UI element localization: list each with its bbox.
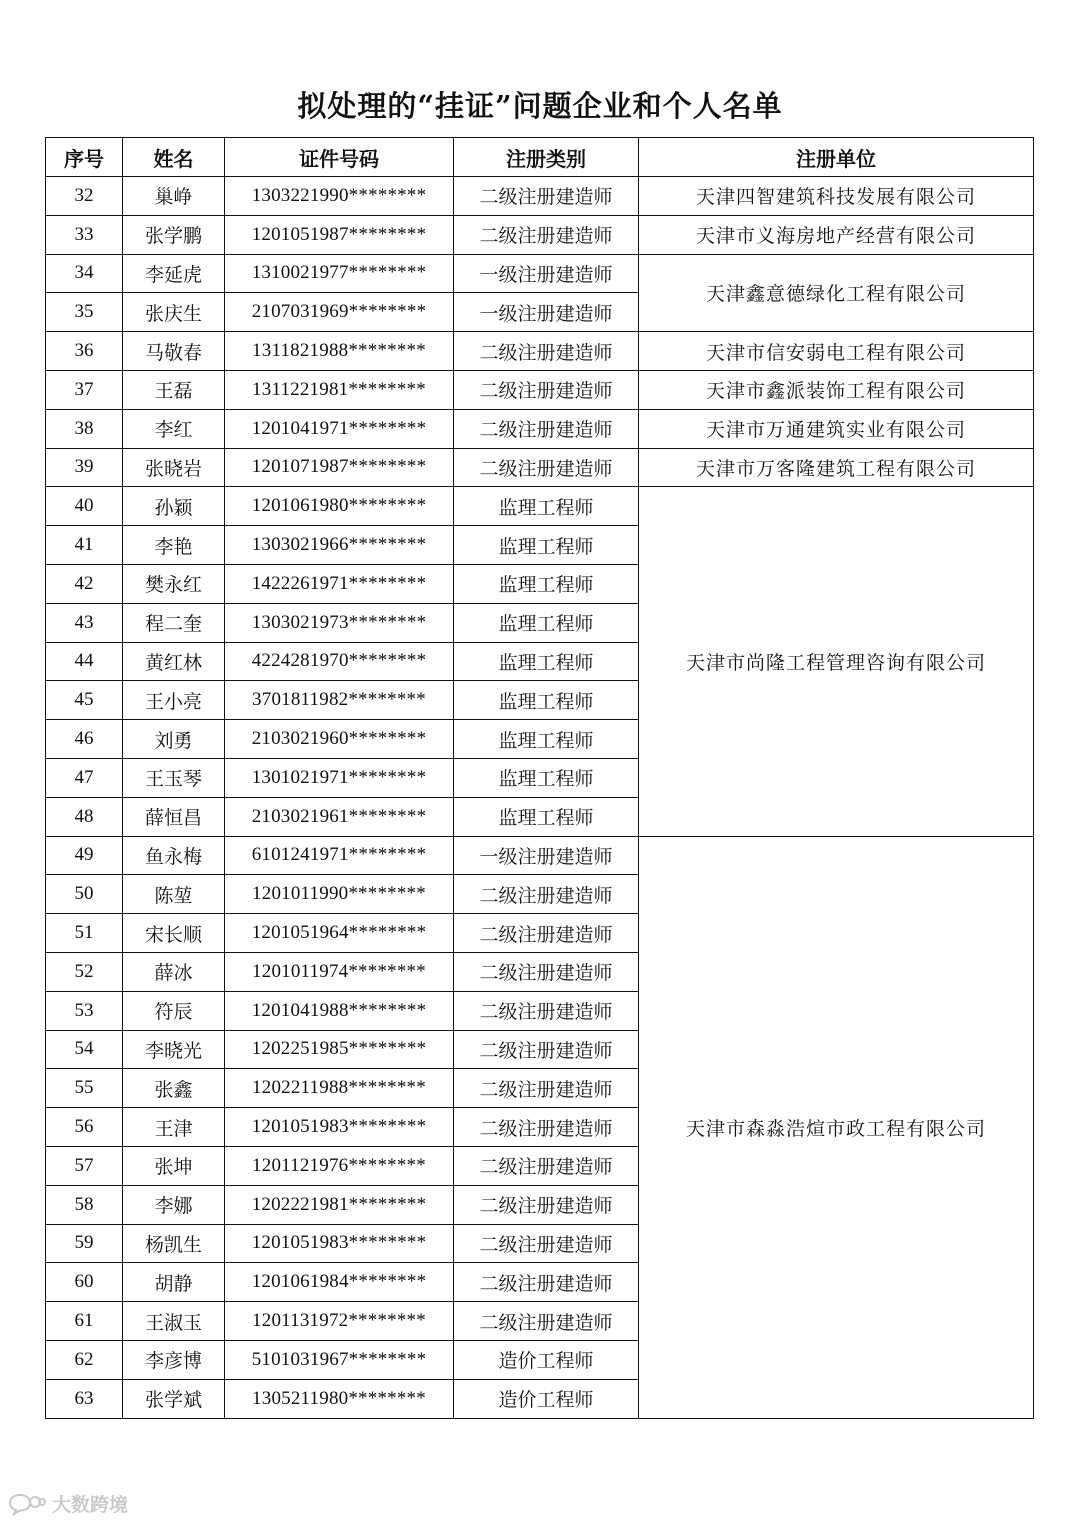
cell-registration-type: 二级注册建造师 xyxy=(454,448,639,487)
cell-id-number: 1311821988******** xyxy=(225,332,454,371)
cell-id-number: 1201131972******** xyxy=(225,1302,454,1341)
cell-serial-number: 50 xyxy=(46,875,123,914)
table-row xyxy=(46,254,1034,293)
cell-name: 陈堃 xyxy=(123,875,225,914)
cell-registration-type: 二级注册建造师 xyxy=(454,991,639,1030)
cell-name: 程二奎 xyxy=(123,603,225,642)
cell-id-number: 1422261971******** xyxy=(225,564,454,603)
cell-registered-unit: 天津市义海房地产经营有限公司 xyxy=(639,215,1034,254)
cell-name: 黄红林 xyxy=(123,642,225,681)
cell-registration-type: 造价工程师 xyxy=(454,1340,639,1379)
cell-id-number: 6101241971******** xyxy=(225,836,454,875)
cell-id-number: 1202221981******** xyxy=(225,1185,454,1224)
cell-id-number: 1201061984******** xyxy=(225,1263,454,1302)
chat-bubble-icon xyxy=(8,1492,46,1516)
cell-id-number: 5101031967******** xyxy=(225,1340,454,1379)
cell-name: 张鑫 xyxy=(123,1069,225,1108)
cell-serial-number: 63 xyxy=(46,1379,123,1418)
cell-id-number: 1202211988******** xyxy=(225,1069,454,1108)
cell-id-number: 2103021961******** xyxy=(225,797,454,836)
cell-registration-type: 监理工程师 xyxy=(454,797,639,836)
header-id-number: 证件号码 xyxy=(225,138,454,177)
cell-serial-number: 56 xyxy=(46,1108,123,1147)
cell-serial-number: 37 xyxy=(46,370,123,409)
cell-name: 王小亮 xyxy=(123,681,225,720)
cell-name: 鱼永梅 xyxy=(123,836,225,875)
cell-name: 孙颖 xyxy=(123,487,225,526)
cell-serial-number: 32 xyxy=(46,177,123,216)
cell-registered-unit: 天津市鑫派装饰工程有限公司 xyxy=(639,370,1034,409)
cell-registered-unit: 天津市万客隆建筑工程有限公司 xyxy=(639,448,1034,487)
cell-registration-type: 二级注册建造师 xyxy=(454,1263,639,1302)
watermark-text: 大数跨境 xyxy=(52,1494,129,1516)
cell-id-number: 1311221981******** xyxy=(225,370,454,409)
cell-registered-unit: 天津市信安弱电工程有限公司 xyxy=(639,332,1034,371)
cell-serial-number: 49 xyxy=(46,836,123,875)
table-row xyxy=(46,370,1034,409)
table-row xyxy=(46,487,1034,526)
cell-serial-number: 61 xyxy=(46,1302,123,1341)
table-row xyxy=(46,332,1034,371)
cell-name: 薛冰 xyxy=(123,952,225,991)
cell-registration-type: 监理工程师 xyxy=(454,603,639,642)
cell-registration-type: 造价工程师 xyxy=(454,1379,639,1418)
cell-name: 胡静 xyxy=(123,1263,225,1302)
cell-serial-number: 38 xyxy=(46,409,123,448)
cell-serial-number: 45 xyxy=(46,681,123,720)
cell-id-number: 4224281970******** xyxy=(225,642,454,681)
cell-id-number: 1303021973******** xyxy=(225,603,454,642)
header-name: 姓名 xyxy=(123,138,225,177)
cell-serial-number: 48 xyxy=(46,797,123,836)
cell-registration-type: 监理工程师 xyxy=(454,758,639,797)
roster-table xyxy=(45,137,1034,1419)
cell-registration-type: 二级注册建造师 xyxy=(454,1146,639,1185)
cell-serial-number: 62 xyxy=(46,1340,123,1379)
cell-registration-type: 监理工程师 xyxy=(454,642,639,681)
cell-serial-number: 43 xyxy=(46,603,123,642)
cell-serial-number: 53 xyxy=(46,991,123,1030)
cell-registration-type: 二级注册建造师 xyxy=(454,914,639,953)
cell-id-number: 1301021971******** xyxy=(225,758,454,797)
cell-registration-type: 二级注册建造师 xyxy=(454,370,639,409)
cell-name: 李延虎 xyxy=(123,254,225,293)
cell-serial-number: 59 xyxy=(46,1224,123,1263)
cell-name: 张学鹏 xyxy=(123,215,225,254)
watermark xyxy=(8,1490,128,1517)
cell-name: 巢峥 xyxy=(123,177,225,216)
cell-id-number: 3701811982******** xyxy=(225,681,454,720)
table-row xyxy=(46,448,1034,487)
cell-id-number: 1201051987******** xyxy=(225,215,454,254)
cell-name: 张坤 xyxy=(123,1146,225,1185)
cell-registered-unit: 天津市尚隆工程管理咨询有限公司 xyxy=(639,487,1034,836)
cell-name: 张庆生 xyxy=(123,293,225,332)
cell-id-number: 1303021966******** xyxy=(225,526,454,565)
cell-serial-number: 36 xyxy=(46,332,123,371)
cell-registration-type: 二级注册建造师 xyxy=(454,1224,639,1263)
cell-registration-type: 二级注册建造师 xyxy=(454,215,639,254)
cell-registration-type: 二级注册建造师 xyxy=(454,1069,639,1108)
cell-name: 李晓光 xyxy=(123,1030,225,1069)
cell-serial-number: 34 xyxy=(46,254,123,293)
cell-id-number: 1201121976******** xyxy=(225,1146,454,1185)
cell-serial-number: 39 xyxy=(46,448,123,487)
table-row xyxy=(46,836,1034,875)
cell-id-number: 1201051964******** xyxy=(225,914,454,953)
cell-id-number: 1201061980******** xyxy=(225,487,454,526)
cell-serial-number: 47 xyxy=(46,758,123,797)
cell-name: 张学斌 xyxy=(123,1379,225,1418)
cell-name: 宋长顺 xyxy=(123,914,225,953)
table-row xyxy=(46,177,1034,216)
cell-id-number: 1310021977******** xyxy=(225,254,454,293)
cell-registration-type: 一级注册建造师 xyxy=(454,293,639,332)
cell-id-number: 1201051983******** xyxy=(225,1108,454,1147)
cell-name: 王玉琴 xyxy=(123,758,225,797)
cell-id-number: 1201071987******** xyxy=(225,448,454,487)
cell-registration-type: 监理工程师 xyxy=(454,720,639,759)
cell-id-number: 1305211980******** xyxy=(225,1379,454,1418)
cell-name: 张晓岩 xyxy=(123,448,225,487)
cell-registration-type: 二级注册建造师 xyxy=(454,1030,639,1069)
cell-name: 王津 xyxy=(123,1108,225,1147)
cell-id-number: 1202251985******** xyxy=(225,1030,454,1069)
cell-name: 樊永红 xyxy=(123,564,225,603)
cell-registration-type: 二级注册建造师 xyxy=(454,1185,639,1224)
cell-serial-number: 46 xyxy=(46,720,123,759)
cell-serial-number: 60 xyxy=(46,1263,123,1302)
cell-name: 薛恒昌 xyxy=(123,797,225,836)
cell-name: 刘勇 xyxy=(123,720,225,759)
document-title: 拟处理的“挂证”问题企业和个人名单 xyxy=(297,89,783,123)
cell-name: 杨凯生 xyxy=(123,1224,225,1263)
cell-serial-number: 57 xyxy=(46,1146,123,1185)
header-serial-number: 序号 xyxy=(46,138,123,177)
cell-id-number: 1201011990******** xyxy=(225,875,454,914)
cell-registration-type: 监理工程师 xyxy=(454,526,639,565)
cell-registered-unit: 天津市万通建筑实业有限公司 xyxy=(639,409,1034,448)
cell-registration-type: 二级注册建造师 xyxy=(454,1302,639,1341)
cell-serial-number: 33 xyxy=(46,215,123,254)
cell-name: 王磊 xyxy=(123,370,225,409)
cell-name: 李彦博 xyxy=(123,1340,225,1379)
cell-registered-unit: 天津市森淼浩煊市政工程有限公司 xyxy=(639,836,1034,1418)
cell-serial-number: 41 xyxy=(46,526,123,565)
cell-name: 王淑玉 xyxy=(123,1302,225,1341)
cell-registered-unit: 天津四智建筑科技发展有限公司 xyxy=(639,177,1034,216)
cell-name: 符辰 xyxy=(123,991,225,1030)
cell-id-number: 1303221990******** xyxy=(225,177,454,216)
cell-registered-unit: 天津鑫意德绿化工程有限公司 xyxy=(639,254,1034,332)
cell-serial-number: 52 xyxy=(46,952,123,991)
cell-registration-type: 监理工程师 xyxy=(454,487,639,526)
cell-name: 李艳 xyxy=(123,526,225,565)
header-registered-unit: 注册单位 xyxy=(639,138,1034,177)
cell-name: 李红 xyxy=(123,409,225,448)
table-row xyxy=(46,409,1034,448)
cell-id-number: 2103021960******** xyxy=(225,720,454,759)
cell-id-number: 1201011974******** xyxy=(225,952,454,991)
cell-registration-type: 二级注册建造师 xyxy=(454,1108,639,1147)
cell-serial-number: 35 xyxy=(46,293,123,332)
table-body xyxy=(46,177,1034,1419)
cell-id-number: 1201051983******** xyxy=(225,1224,454,1263)
cell-serial-number: 40 xyxy=(46,487,123,526)
cell-serial-number: 55 xyxy=(46,1069,123,1108)
cell-id-number: 1201041971******** xyxy=(225,409,454,448)
cell-registration-type: 一级注册建造师 xyxy=(454,836,639,875)
table-header-row xyxy=(46,138,1034,177)
cell-registration-type: 监理工程师 xyxy=(454,564,639,603)
cell-serial-number: 51 xyxy=(46,914,123,953)
cell-registration-type: 一级注册建造师 xyxy=(454,254,639,293)
cell-serial-number: 58 xyxy=(46,1185,123,1224)
cell-registration-type: 二级注册建造师 xyxy=(454,952,639,991)
cell-registration-type: 二级注册建造师 xyxy=(454,875,639,914)
cell-name: 马敬春 xyxy=(123,332,225,371)
cell-registration-type: 二级注册建造师 xyxy=(454,177,639,216)
cell-serial-number: 42 xyxy=(46,564,123,603)
cell-id-number: 2107031969******** xyxy=(225,293,454,332)
cell-registration-type: 二级注册建造师 xyxy=(454,332,639,371)
cell-id-number: 1201041988******** xyxy=(225,991,454,1030)
cell-serial-number: 44 xyxy=(46,642,123,681)
table-row xyxy=(46,215,1034,254)
cell-registration-type: 监理工程师 xyxy=(454,681,639,720)
cell-registration-type: 二级注册建造师 xyxy=(454,409,639,448)
cell-serial-number: 54 xyxy=(46,1030,123,1069)
header-registration-type: 注册类别 xyxy=(454,138,639,177)
cell-name: 李娜 xyxy=(123,1185,225,1224)
